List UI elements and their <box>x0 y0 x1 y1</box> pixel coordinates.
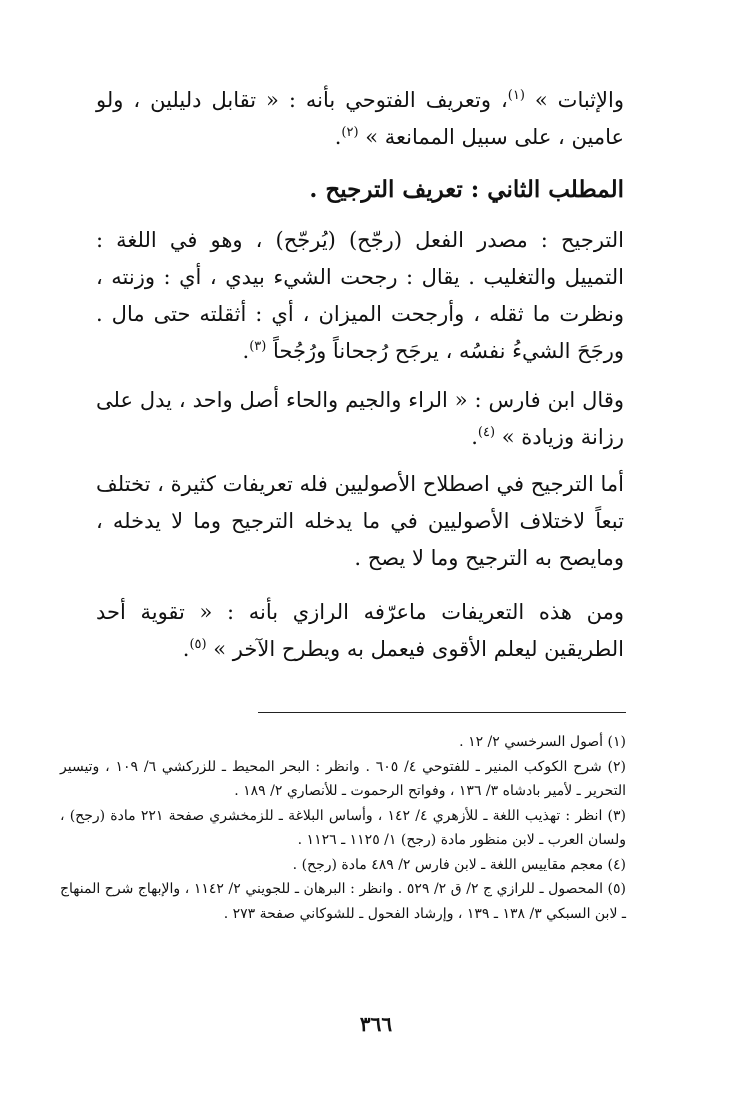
paragraph-text: . <box>242 339 250 363</box>
paragraph-text: . <box>471 425 478 449</box>
paragraph-text: . <box>334 125 342 149</box>
footnote-2: (٢) شرح الكوكب المنير ـ للفتوحي ٤/ ٦٠٥ . وانظر : البحر المحيط ـ للزركشي ٦/ ١٠٩ ، وتيسير التحرير ـ لأمير بادشاه ٣/ ١٣٦ ، وفواتح الرحموت ـ للأنصاري ٢/ ١٨٩ . <box>60 758 626 799</box>
footnote-ref-1[interactable]: (١) <box>507 88 525 103</box>
footnote-ref-2[interactable]: (٢) <box>341 125 359 140</box>
footnote-separator <box>258 712 626 713</box>
section-heading: المطلب الثاني : تعريف الترجيح . <box>309 176 624 203</box>
paragraph-text: والإثبات » <box>524 88 624 112</box>
paragraph-2 <box>96 222 624 370</box>
page-number: ٣٦٦ <box>359 1012 393 1036</box>
paragraph-text: ، وتعريف الفتوحي بأنه : « تقابل دليلين ، ولو عامين ، على سبيل الممانعة » <box>96 88 624 149</box>
footnote-ref-4[interactable]: (٤) <box>477 425 496 440</box>
section-heading-block <box>96 170 624 210</box>
footnote-5: (٥) المحصول ـ للرازي ج ٢/ ق ٢/ ٥٢٩ . وانظر : البرهان ـ للجويني ٢/ ١١٤٢ ، والإبهاج شرح المنهاج ـ لابن السبكي ٣/ ١٣٨ ـ ١٣٩ ، وإرشاد الفحول ـ للشوكاني صفحة ٢٧٣ . <box>60 881 627 922</box>
paragraph-5 <box>96 594 624 668</box>
paragraph-1 <box>96 82 624 156</box>
footnote-1: (١) أصول السرخسي ٢/ ١٢ . <box>459 734 626 750</box>
footnote-3: (٣) انظر : تهذيب اللغة ـ للأزهري ٤/ ١٤٢ ، وأساس البلاغة ـ للزمخشري صفحة ٢٢١ مادة (رجح) ، ولسان العرب ـ لابن منظور مادة (رجح) ١/ ١١٢٥ ـ ١١٢٦ . <box>60 807 626 848</box>
paragraph-text: الترجيح : مصدر الفعل (رجّح) (يُرجّح) ، وهو في اللغة : التمييل والتغليب . يقال : رجحت الشيء بيدي ، أي : وزنته ، ونظرت ما ثقله ، وأرجحت الميزان ، أي : أثقلته حتى مال . ورجَحَ الشيءُ نفسُه ، يرجَح رُجحاناً ورُجُحاً <box>96 228 624 363</box>
paragraph-text: أما الترجيح في اصطلاح الأصوليين فله تعريفات كثيرة ، تختلف تبعاً لاختلاف الأصوليين في ما يدخله الترجيح وما لا يدخله ، ومايصح به الترجيح وما لا يصح . <box>96 472 624 570</box>
footnotes <box>60 730 626 926</box>
footnote-4: (٤) معجم مقاييس اللغة ـ لابن فارس ٢/ ٤٨٩ مادة (رجح) . <box>292 856 626 873</box>
paragraph-text: ومن هذه التعريفات ماعرّفه الرازي بأنه : « تقوية أحد الطريقين ليعلم الأقوى فيعمل به ويطرح الآخر » <box>96 600 624 661</box>
paragraph-3 <box>96 382 624 456</box>
paragraph-4 <box>96 466 624 577</box>
paragraph-text: . <box>182 637 190 661</box>
paragraph-text: وقال ابن فارس : « الراء والجيم والحاء أصل واحد ، يدل على رزانة وزيادة » <box>96 388 624 449</box>
footnote-ref-3[interactable]: (٣) <box>249 339 267 354</box>
footnote-ref-5[interactable]: (٥) <box>189 637 207 652</box>
